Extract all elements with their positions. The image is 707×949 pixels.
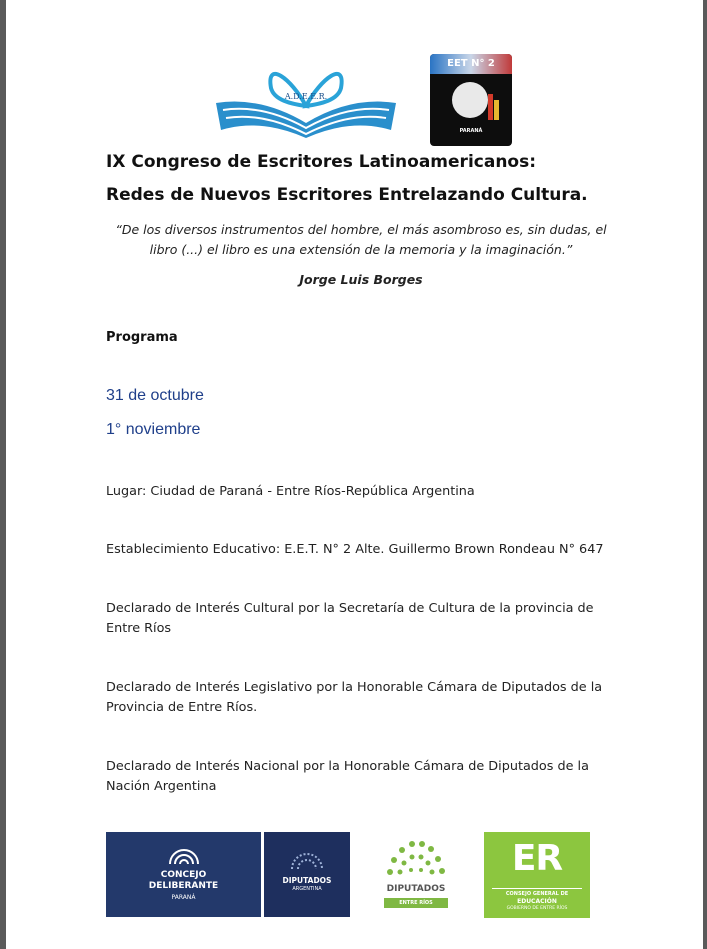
quote-author: Jorge Luis Borges: [299, 272, 423, 287]
program-date-2: 1° noviembre: [106, 421, 201, 438]
dots-arc-icon: [384, 838, 448, 876]
title-line-1: IX Congreso de Escritores Latinoamericanos:: [106, 152, 537, 172]
cge-line-2: EDUCACIÓN: [517, 898, 557, 905]
program-heading: Programa: [106, 330, 178, 345]
chef-icon: [452, 82, 488, 118]
program-date-1: 31 de octubre: [106, 387, 204, 404]
consejo-educacion-logo: [484, 832, 590, 918]
establecimiento-text: Establecimiento Educativo: E.E.T. N° 2 Alte. Guillermo Brown Rondeau N° 647: [106, 542, 604, 557]
dome-icon: [168, 846, 200, 866]
document-page: [6, 0, 703, 949]
cge-line-1: CONSEJO GENERAL DE: [505, 891, 569, 897]
adeer-book-logo: [211, 58, 401, 140]
concejo-line-3: PARANÁ: [171, 894, 196, 901]
lugar-text: Lugar: Ciudad de Paraná - Entre Ríos-República Argentina: [106, 484, 475, 499]
interes-cultural-text: Declarado de Interés Cultural por la Secretaría de Cultura de la provincia de Entre Ríos: [106, 601, 594, 636]
eet-logo-text: EET N° 2: [447, 58, 495, 69]
title-line-2: Redes de Nuevos Escritores Entrelazando Cultura.: [106, 185, 588, 205]
diputados-arg-line-1: DIPUTADOS: [282, 876, 332, 885]
concejo-line-1: CONCEJO: [160, 870, 207, 880]
diputados-entre-rios-logo: [376, 838, 456, 916]
chamber-icon: [290, 852, 324, 870]
concejo-deliberante-logo: [106, 832, 261, 917]
cge-line-3: GOBIERNO DE ENTRE RÍOS: [506, 906, 568, 911]
interes-nacional-text: Declarado de Interés Nacional por la Honorable Cámara de Diputados de la Nación Argentina: [106, 759, 589, 794]
interes-legislativo-text: Declarado de Interés Legislativo por la Honorable Cámara de Diputados de la Provincia de Entre Ríos.: [106, 680, 603, 715]
eet-school-logo: [430, 54, 512, 146]
diputados-er-line-2: ENTRE RÍOS: [384, 898, 448, 908]
concejo-line-2: DELIBERANTE: [148, 881, 219, 891]
eet-logo-sub: PARANÁ: [459, 128, 483, 134]
adeer-logo-text: A.D.E.E.R.: [284, 92, 328, 101]
borges-quote: “De los diversos instrumentos del hombre, el más asombroso es, sin dudas, el libro (...) el libro es una extensión de la memoria y la imaginación.”: [115, 222, 607, 257]
er-mark: ER: [511, 838, 563, 879]
diputados-argentina-logo: [264, 832, 350, 917]
diputados-er-line-1: DIPUTADOS: [386, 884, 446, 894]
diputados-arg-line-2: ARGENTINA: [292, 886, 322, 892]
